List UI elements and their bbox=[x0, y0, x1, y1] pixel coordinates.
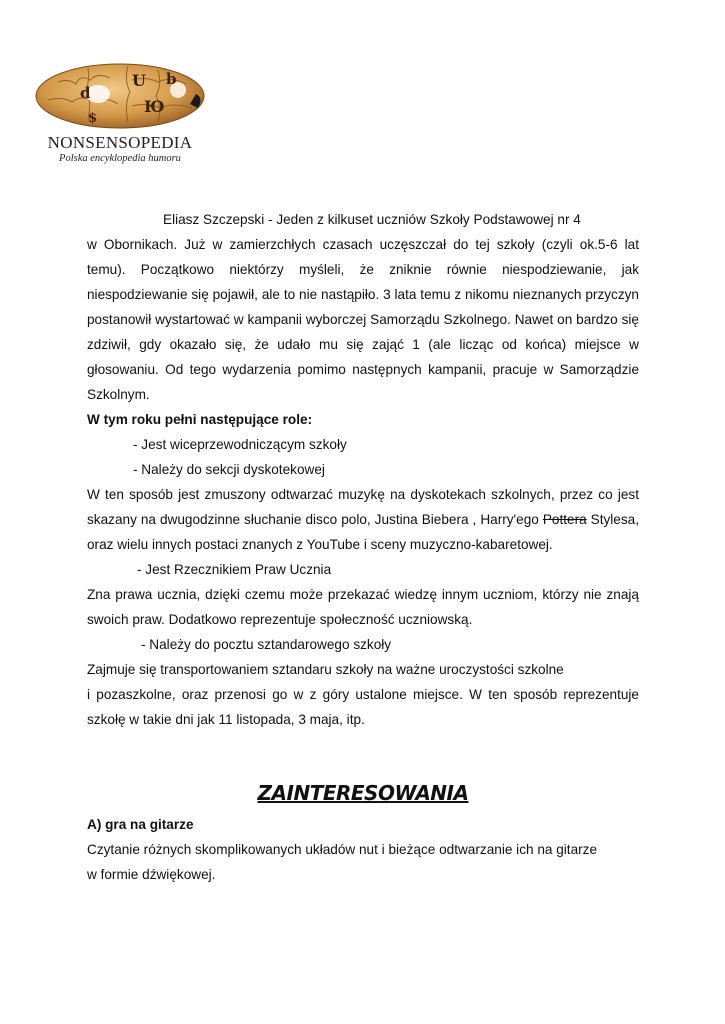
interest-line-1: Czytanie różnych skomplikowanych układów nut i bieżące odtwarzanie ich na gitarze bbox=[87, 842, 598, 857]
intro-line-2: w Obornikach. Już w zamierzchłych czasach uczęszczał do tej szkoły (czyli ok.5-6 lat bbox=[87, 237, 639, 252]
intro-line-1-text: - Jeden z kilkuset uczniów Szkoły Podstawowej nr 4 bbox=[264, 212, 581, 227]
intro-line-1 bbox=[87, 207, 639, 232]
banner-line-2: i pozaszkolne, oraz przenosi go w z góry ustalone miejsce. W ten sposób reprezentuje bbox=[87, 687, 639, 702]
rights-paragraph: Zna prawa ucznia, dzięki czemu może przekazać wiedzę innym uczniom, którzy nie znają swoich praw. Dodatkowo reprezentuje społeczność uczniowską. bbox=[87, 587, 639, 627]
role-vice-president: - Jest wiceprzewodniczącym szkoły bbox=[133, 437, 347, 452]
role-student-rights: - Jest Rzecznikiem Praw Ucznia bbox=[137, 562, 332, 577]
disco-text-1: W ten sposób jest zmuszony odtwarzać muzykę na dyskotekach szkolnych, przez co jest skazany na dwugodzinne słuchanie disco polo, Justina Biebera , Harry'ego bbox=[87, 487, 639, 527]
logo-title: NONSENSOPEDIA bbox=[47, 133, 193, 152]
disco-text-2: Stylesa, oraz wielu innych postaci znanych z YouTube i sceny muzyczno-kabaretowej. bbox=[87, 512, 639, 552]
intro-paragraph: temu). Początkowo niektórzy myśleli, że zniknie równie niespodziewanie, jak niespodziewanie się pojawił, ale to nie nastąpiło. 3 lata temu z nikomu nieznanych przyczyn postanowił wystartować w kampanii wyborczej Samorządu Szkolnego. Nawet on bardzo się zdziwił, gdy okazało się, że udało mu się zająć 1 (ale licząc od końca) miejsce w głosowaniu. Od tego wydarzenia pomimo następnych kampanii, pracuje w Samorządzie Szkolnym. bbox=[87, 262, 639, 402]
role-flag-bearer: - Należy do pocztu sztandarowego szkoły bbox=[141, 637, 392, 652]
interest-item-a: A) gra na gitarze bbox=[87, 817, 194, 832]
document-body bbox=[87, 207, 639, 887]
logo-glyph-yu: Ю bbox=[144, 97, 165, 116]
interest-line-2: w formie dźwiękowej. bbox=[87, 867, 216, 882]
struck-word: Pottera bbox=[542, 512, 587, 527]
logo-glyph-b: b bbox=[166, 70, 177, 88]
logo-glyph-d: d bbox=[80, 84, 91, 102]
roles-heading: W tym roku pełni następujące role: bbox=[87, 412, 313, 427]
logo-glyph-u: U bbox=[132, 71, 146, 90]
banner-line-3: szkołę w takie dni jak 11 listopada, 3 maja, itp. bbox=[87, 712, 365, 727]
interests-heading: ZAINTERESOWANIA bbox=[257, 781, 469, 805]
person-name: Eliasz Szczepski bbox=[163, 212, 265, 227]
banner-line-1: Zajmuje się transportowaniem sztandaru szkoły na ważne uroczystości szkolne bbox=[87, 662, 564, 677]
logo-glyph-dollar: $ bbox=[88, 111, 98, 126]
disco-paragraph bbox=[87, 482, 639, 557]
nonsensopedia-logo bbox=[28, 50, 208, 168]
puzzle-globe-icon bbox=[28, 50, 208, 132]
role-disco-section: - Należy do sekcji dyskotekowej bbox=[133, 462, 325, 477]
logo-subtitle: Polska encyklopedia humoru bbox=[59, 153, 181, 164]
